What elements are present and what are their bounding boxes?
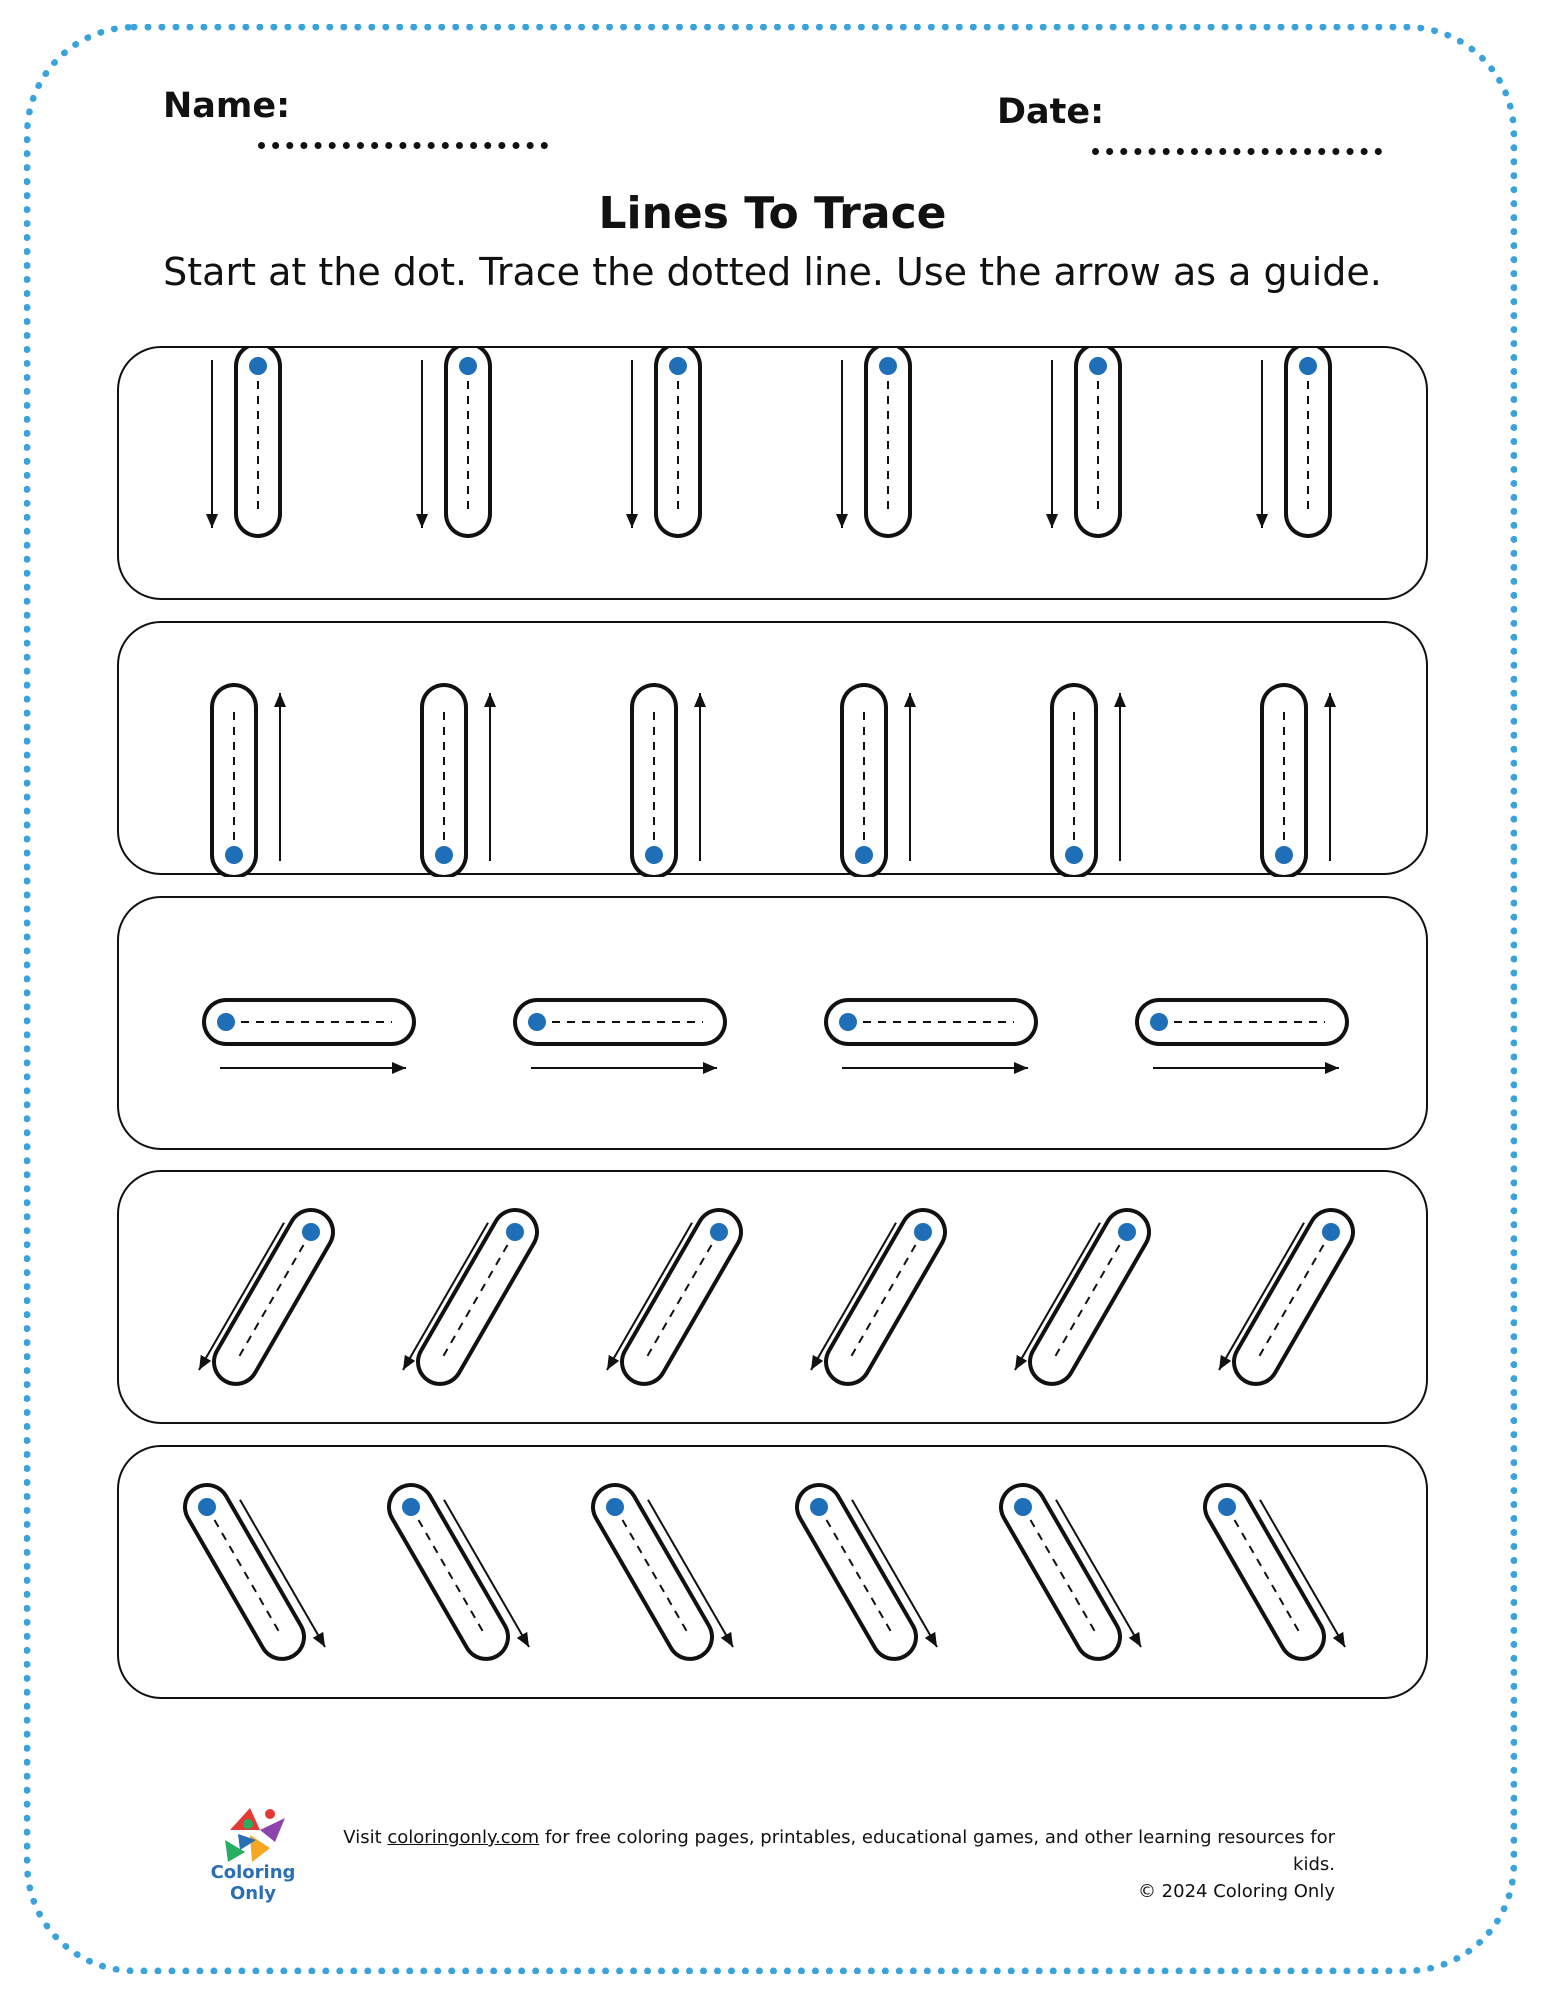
arrow-head	[1046, 514, 1058, 528]
start-dot	[1322, 1223, 1340, 1241]
row-diagonal-down-left-canvas	[119, 1172, 1430, 1426]
start-dot	[198, 1498, 216, 1516]
arrow-head	[1219, 1355, 1231, 1370]
trace-item[interactable]	[225, 693, 286, 864]
trace-item[interactable]	[836, 357, 897, 528]
trace-item[interactable]	[855, 693, 916, 864]
site-link[interactable]: coloringonly.com	[387, 1827, 540, 1848]
trace-item[interactable]	[1256, 357, 1317, 528]
arrow-head	[403, 1355, 415, 1370]
trace-item[interactable]	[217, 1013, 406, 1074]
start-dot	[1275, 846, 1293, 864]
trace-item[interactable]	[1015, 1223, 1136, 1370]
trace-item[interactable]	[1046, 357, 1107, 528]
start-dot	[459, 357, 477, 375]
arrow-head	[313, 1632, 325, 1647]
arrow-head	[607, 1355, 619, 1370]
arrow-head	[517, 1632, 529, 1647]
arrow-head	[484, 693, 496, 707]
start-dot	[1299, 357, 1317, 375]
trace-item[interactable]	[810, 1498, 937, 1647]
row-vertical-up-canvas	[119, 623, 1430, 877]
start-dot	[1014, 1498, 1032, 1516]
row-horizontal-right	[117, 896, 1428, 1150]
start-dot	[710, 1223, 728, 1241]
arrow-head	[206, 514, 218, 528]
row-vertical-down-canvas	[119, 348, 1430, 602]
start-dot	[217, 1013, 235, 1031]
arrow-head	[626, 514, 638, 528]
name-label: Name:	[163, 86, 291, 126]
start-dot	[528, 1013, 546, 1031]
date-line[interactable]	[1092, 148, 1382, 155]
trace-item[interactable]	[839, 1013, 1028, 1074]
trace-item[interactable]	[626, 357, 687, 528]
row-vertical-down	[117, 346, 1428, 600]
arrow-head	[1256, 514, 1268, 528]
start-dot	[249, 357, 267, 375]
row-vertical-up	[117, 621, 1428, 875]
trace-item[interactable]	[435, 693, 496, 864]
start-dot	[225, 846, 243, 864]
arrow-head	[274, 693, 286, 707]
footer-visit-suffix: for free coloring pages, printables, educational games, and other learning resources for kids.	[539, 1827, 1335, 1875]
start-dot	[402, 1498, 420, 1516]
trace-item[interactable]	[198, 1498, 325, 1647]
trace-item[interactable]	[1219, 1223, 1340, 1370]
footer-visit-line	[320, 1824, 1335, 1878]
start-dot	[879, 357, 897, 375]
arrow-head	[1324, 693, 1336, 707]
trace-item[interactable]	[206, 357, 267, 528]
date-label: Date:	[997, 92, 1105, 132]
trace-item[interactable]	[606, 1498, 733, 1647]
arrow-head	[904, 693, 916, 707]
arrow-head	[1114, 693, 1126, 707]
page-title: Lines To Trace	[598, 188, 947, 239]
row-horizontal-right-canvas	[119, 898, 1430, 1152]
start-dot	[506, 1223, 524, 1241]
trace-item[interactable]	[199, 1223, 320, 1370]
arrow-head	[392, 1062, 406, 1074]
name-line[interactable]	[258, 142, 548, 149]
start-dot	[302, 1223, 320, 1241]
arrow-head	[694, 693, 706, 707]
logo-text: Coloring Only	[210, 1862, 296, 1904]
arrow-head	[1015, 1355, 1027, 1370]
trace-item[interactable]	[1014, 1498, 1141, 1647]
start-dot	[1089, 357, 1107, 375]
start-dot	[855, 846, 873, 864]
start-dot	[810, 1498, 828, 1516]
row-diagonal-down-right	[117, 1445, 1428, 1699]
trace-item[interactable]	[1150, 1013, 1339, 1074]
footer	[320, 1824, 1335, 1905]
start-dot	[645, 846, 663, 864]
start-dot	[1118, 1223, 1136, 1241]
start-dot	[669, 357, 687, 375]
footer-visit-prefix: Visit	[343, 1827, 388, 1848]
start-dot	[435, 846, 453, 864]
trace-item[interactable]	[645, 693, 706, 864]
trace-item[interactable]	[607, 1223, 728, 1370]
start-dot	[1218, 1498, 1236, 1516]
arrow-head	[199, 1355, 211, 1370]
row-diagonal-down-left	[117, 1170, 1428, 1424]
arrow-head	[1014, 1062, 1028, 1074]
arrow-head	[1129, 1632, 1141, 1647]
arrow-head	[836, 514, 848, 528]
trace-item[interactable]	[1275, 693, 1336, 864]
arrow-head	[703, 1062, 717, 1074]
arrow-head	[721, 1632, 733, 1647]
start-dot	[1065, 846, 1083, 864]
start-dot	[606, 1498, 624, 1516]
trace-item[interactable]	[528, 1013, 717, 1074]
row-diagonal-down-right-canvas	[119, 1447, 1430, 1701]
trace-item[interactable]	[416, 357, 477, 528]
trace-item[interactable]	[1065, 693, 1126, 864]
arrow-head	[925, 1632, 937, 1647]
arrow-head	[1325, 1062, 1339, 1074]
trace-item[interactable]	[402, 1498, 529, 1647]
arrow-head	[811, 1355, 823, 1370]
trace-item[interactable]	[1218, 1498, 1345, 1647]
start-dot	[1150, 1013, 1168, 1031]
trace-item[interactable]	[403, 1223, 524, 1370]
start-dot	[839, 1013, 857, 1031]
start-dot	[914, 1223, 932, 1241]
arrow-head	[416, 514, 428, 528]
arrow-head	[1333, 1632, 1345, 1647]
copyright: © 2024 Coloring Only	[1137, 1881, 1335, 1902]
trace-item[interactable]	[811, 1223, 932, 1370]
instructions: Start at the dot. Trace the dotted line. Use the arrow as a guide.	[163, 250, 1382, 294]
